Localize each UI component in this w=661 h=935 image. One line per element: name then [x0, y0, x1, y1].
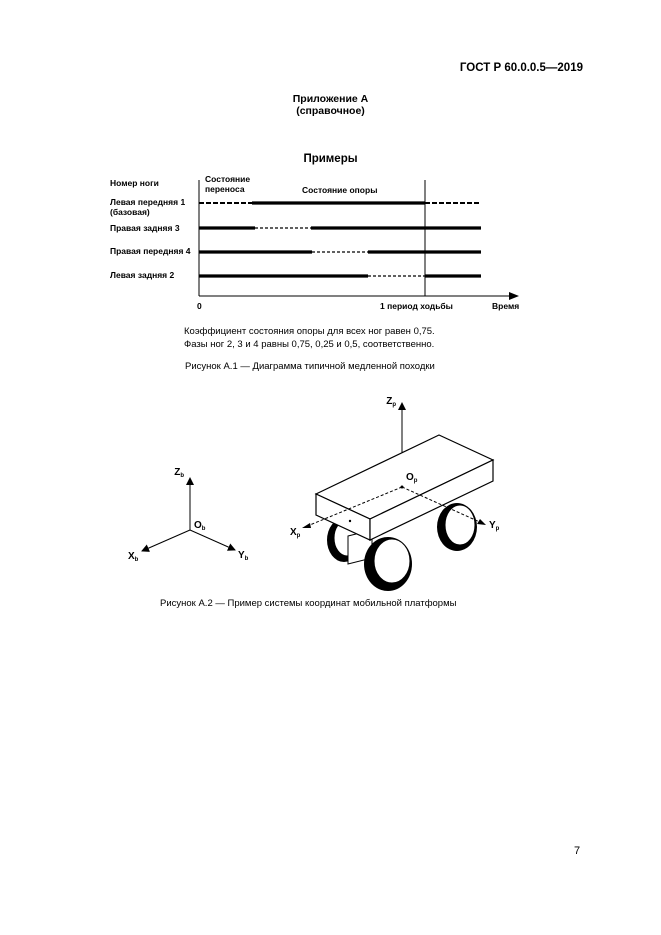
- leg-label-2: Левая задняя 2: [110, 270, 175, 280]
- gait-diagram: [0, 0, 661, 330]
- platform-z-label: $Z_p$: [386, 396, 396, 408]
- base-y-axis: [190, 530, 235, 550]
- axis-zero-label: 0: [197, 301, 202, 311]
- section-title: Примеры: [303, 153, 358, 165]
- appendix-subtitle: (справочное): [296, 105, 365, 117]
- figure1-note-line1: Коэффициент состояния опоры для всех ног равен 0,75.: [184, 326, 435, 337]
- appendix-title: Приложение А: [292, 93, 369, 105]
- figure2-caption: Рисунок А.2 — Пример системы координат мобильной платформы: [160, 598, 457, 609]
- base-x-label: $X_b$: [128, 551, 139, 563]
- base-x-axis: [142, 530, 190, 551]
- figure1-caption: Рисунок А.1 — Диаграмма типичной медленной походки: [185, 361, 435, 372]
- document-header: ГОСТ Р 60.0.0.5—2019: [459, 62, 583, 74]
- leg-label-4: Правая передняя 4: [110, 246, 191, 256]
- base-y-label: $Y_b$: [238, 550, 249, 562]
- base-frame-axes: [142, 478, 235, 551]
- time-axis-arrow: [509, 292, 519, 300]
- axis-period-label: 1 период ходьбы: [380, 301, 453, 311]
- leg-label-1-note: (базовая): [110, 207, 150, 217]
- platform-y-arrow: [477, 519, 486, 525]
- leg-number-header: Номер ноги: [110, 178, 159, 188]
- platform-x-arrow: [302, 523, 311, 528]
- platform-x-label: $X_p$: [290, 527, 301, 539]
- support-label: Состояние опоры: [302, 185, 378, 195]
- platform-y-label: $Y_p$: [489, 520, 500, 532]
- base-origin-label: $O_b$: [194, 520, 206, 532]
- figure1-note-line2: Фазы ног 2, 3 и 4 равны 0,75, 0,25 и 0,5, соответственно.: [184, 339, 435, 350]
- base-z-label: $Z_b$: [174, 467, 184, 479]
- front-wheel: [364, 537, 412, 591]
- leg-label-3: Правая задняя 3: [110, 223, 180, 233]
- swing-label-line2: переноса: [205, 184, 245, 194]
- platform-origin: [401, 486, 404, 489]
- platform-origin-label: $O_p$: [406, 472, 418, 484]
- leg-label-1: Левая передняя 1: [110, 197, 186, 207]
- platform-coordinate-figure: [0, 380, 661, 595]
- axis-time-label: Время: [492, 301, 520, 311]
- body-point: [349, 520, 351, 522]
- swing-label-line1: Состояние: [205, 174, 251, 184]
- page-number: 7: [574, 845, 581, 857]
